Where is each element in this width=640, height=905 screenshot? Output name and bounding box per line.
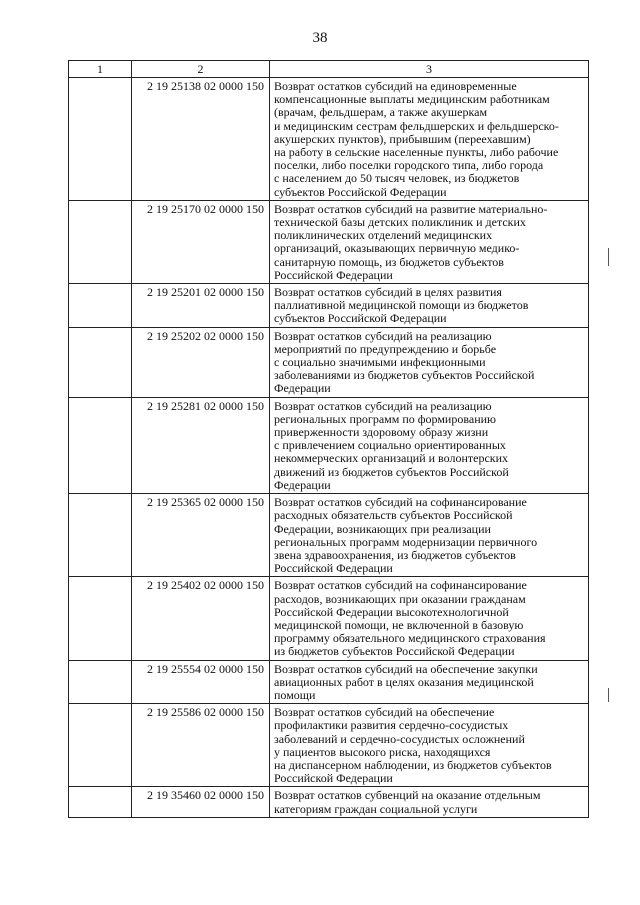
description-line: расходов, возникающих при оказании гражданам	[274, 591, 526, 606]
budget-code-cell: 2 19 25586 02 0000 150	[132, 704, 270, 787]
description-line: звена здравоохранения, из бюджетов субъектов	[274, 547, 516, 562]
description-cell	[270, 327, 589, 397]
budget-code-cell: 2 19 25365 02 0000 150	[132, 494, 270, 577]
description-line: (врачам, фельдшерам, а также акушеркам	[274, 105, 488, 120]
description-line: авиационных работ в целях оказания медицинской	[274, 674, 534, 689]
description-line: заболеваниями из бюджетов субъектов Российской	[274, 368, 535, 383]
description-cell	[270, 494, 589, 577]
description-line: Возврат остатков субсидий на развитие материально-	[274, 201, 548, 216]
table-row	[69, 397, 589, 493]
description-line: помощи	[274, 687, 316, 702]
description-line: организаций, оказывающих первичную медико-	[274, 241, 520, 256]
description-line: Возврат остатков субвенций на оказание отдельным	[274, 788, 541, 803]
description-line: заболеваний и сердечно-сосудистых осложнений	[274, 731, 525, 746]
row-number-cell	[69, 200, 132, 283]
table-row	[69, 327, 589, 397]
column-header-3: 3	[270, 61, 589, 78]
description-line: с привлечением социально ориентированных	[274, 438, 506, 453]
budget-code-cell: 2 19 25170 02 0000 150	[132, 200, 270, 283]
scan-edge-mark	[608, 248, 609, 266]
description-line: Возврат остатков субсидий на реализацию	[274, 328, 492, 343]
description-line: Возврат остатков субсидий на единовременные	[274, 79, 517, 93]
scan-edge-mark	[608, 688, 609, 702]
description-line: профилактики развития сердечно-сосудистых	[274, 718, 509, 733]
row-number-cell	[69, 787, 132, 817]
row-number-cell	[69, 660, 132, 704]
description-line: субъектов Российской Федерации	[274, 184, 447, 199]
budget-code-cell: 2 19 25202 02 0000 150	[132, 327, 270, 397]
description-cell	[270, 704, 589, 787]
table-row	[69, 660, 589, 704]
description-line: санитарную помощь, из бюджетов субъектов	[274, 254, 504, 269]
table-row	[69, 494, 589, 577]
description-line: Федерации	[274, 381, 331, 396]
description-line: из бюджетов субъектов Российской Федерации	[274, 644, 515, 659]
description-line: компенсационные выплаты медицинским работникам	[274, 92, 550, 107]
description-cell	[270, 78, 589, 201]
row-number-cell	[69, 327, 132, 397]
description-line: Возврат остатков субсидий на реализацию	[274, 398, 492, 413]
description-cell	[270, 200, 589, 283]
table-row	[69, 787, 589, 817]
description-line: Российской Федерации	[274, 771, 393, 786]
description-line: паллиативной медицинской помощи из бюджетов	[274, 298, 529, 313]
description-line: технической базы детских поликлиник и детских	[274, 215, 526, 230]
description-line: субъектов Российской Федерации	[274, 311, 447, 326]
description-line: на работу в сельские населенные пункты, либо рабочие	[274, 145, 559, 160]
table-row	[69, 704, 589, 787]
budget-code-cell: 2 19 25402 02 0000 150	[132, 577, 270, 660]
description-line: Федерации	[274, 477, 331, 492]
row-number-cell	[69, 704, 132, 787]
description-line: Возврат остатков субсидий на софинансирование	[274, 578, 527, 593]
description-line: региональных программ по формированию	[274, 411, 496, 426]
description-line: Российской Федерации	[274, 267, 393, 282]
row-number-cell	[69, 78, 132, 201]
description-line: Федерации, возникающих при реализации	[274, 521, 491, 536]
description-line: акушерских пунктов), прибывшим (переехавшим)	[274, 131, 531, 146]
description-line: Российской Федерации высокотехнологичной	[274, 604, 509, 619]
table-row	[69, 200, 589, 283]
table-row	[69, 78, 589, 201]
description-line: региональных программ модернизации первичного	[274, 534, 538, 549]
row-number-cell	[69, 397, 132, 493]
description-line: поселки, либо поселки городского типа, либо города	[274, 158, 544, 173]
table-row	[69, 577, 589, 660]
table-row	[69, 284, 589, 328]
budget-code-cell: 2 19 25201 02 0000 150	[132, 284, 270, 328]
description-line: Возврат остатков субсидий в целях развития	[274, 285, 502, 300]
column-header-1: 1	[69, 61, 132, 78]
description-cell	[270, 284, 589, 328]
description-line: у пациентов высокого риска, находящихся	[274, 744, 491, 759]
description-line: с населением до 50 тысяч человек, из бюджетов	[274, 171, 520, 186]
description-cell	[270, 577, 589, 660]
row-number-cell	[69, 577, 132, 660]
row-number-cell	[69, 494, 132, 577]
description-line: категориям граждан социальной услуги	[274, 801, 478, 816]
description-cell	[270, 660, 589, 704]
description-line: с социально значимыми инфекционными	[274, 355, 486, 370]
description-cell	[270, 397, 589, 493]
description-line: Возврат остатков субсидий на софинансирование	[274, 495, 527, 510]
table-body	[69, 78, 589, 818]
description-line: программу обязательного медицинского страхования	[274, 631, 546, 646]
description-line: расходных обязательств субъектов Российской	[274, 508, 513, 523]
budget-code-cell: 2 19 25554 02 0000 150	[132, 660, 270, 704]
row-number-cell	[69, 284, 132, 328]
description-line: и медицинским сестрам фельдшерских и фельдшерско-	[274, 118, 559, 133]
column-header-2: 2	[132, 61, 270, 78]
description-line: Возврат остатков субсидий на обеспечение закупки	[274, 661, 538, 676]
description-line: на диспансерном наблюдении, из бюджетов субъектов	[274, 757, 552, 772]
budget-code-cell: 2 19 25281 02 0000 150	[132, 397, 270, 493]
description-cell	[270, 787, 589, 817]
budget-code-cell: 2 19 35460 02 0000 150	[132, 787, 270, 817]
table-header-row	[69, 61, 589, 78]
page-number: 38	[312, 30, 328, 46]
description-line: Возврат остатков субсидий на обеспечение	[274, 705, 495, 720]
description-line: Российской Федерации	[274, 561, 393, 576]
description-line: некоммерческих организаций и волонтерских	[274, 451, 509, 466]
description-line: мероприятий по предупреждению и борьбе	[274, 341, 497, 356]
description-line: приверженности здоровому образу жизни	[274, 425, 489, 440]
description-line: движений из бюджетов субъектов Российской	[274, 464, 509, 479]
budget-code-cell: 2 19 25138 02 0000 150	[132, 78, 270, 201]
budget-codes-table	[68, 60, 589, 818]
description-line: медицинской помощи, не включенной в базовую	[274, 617, 524, 632]
description-line: поликлинических отделений медицинских	[274, 228, 493, 243]
